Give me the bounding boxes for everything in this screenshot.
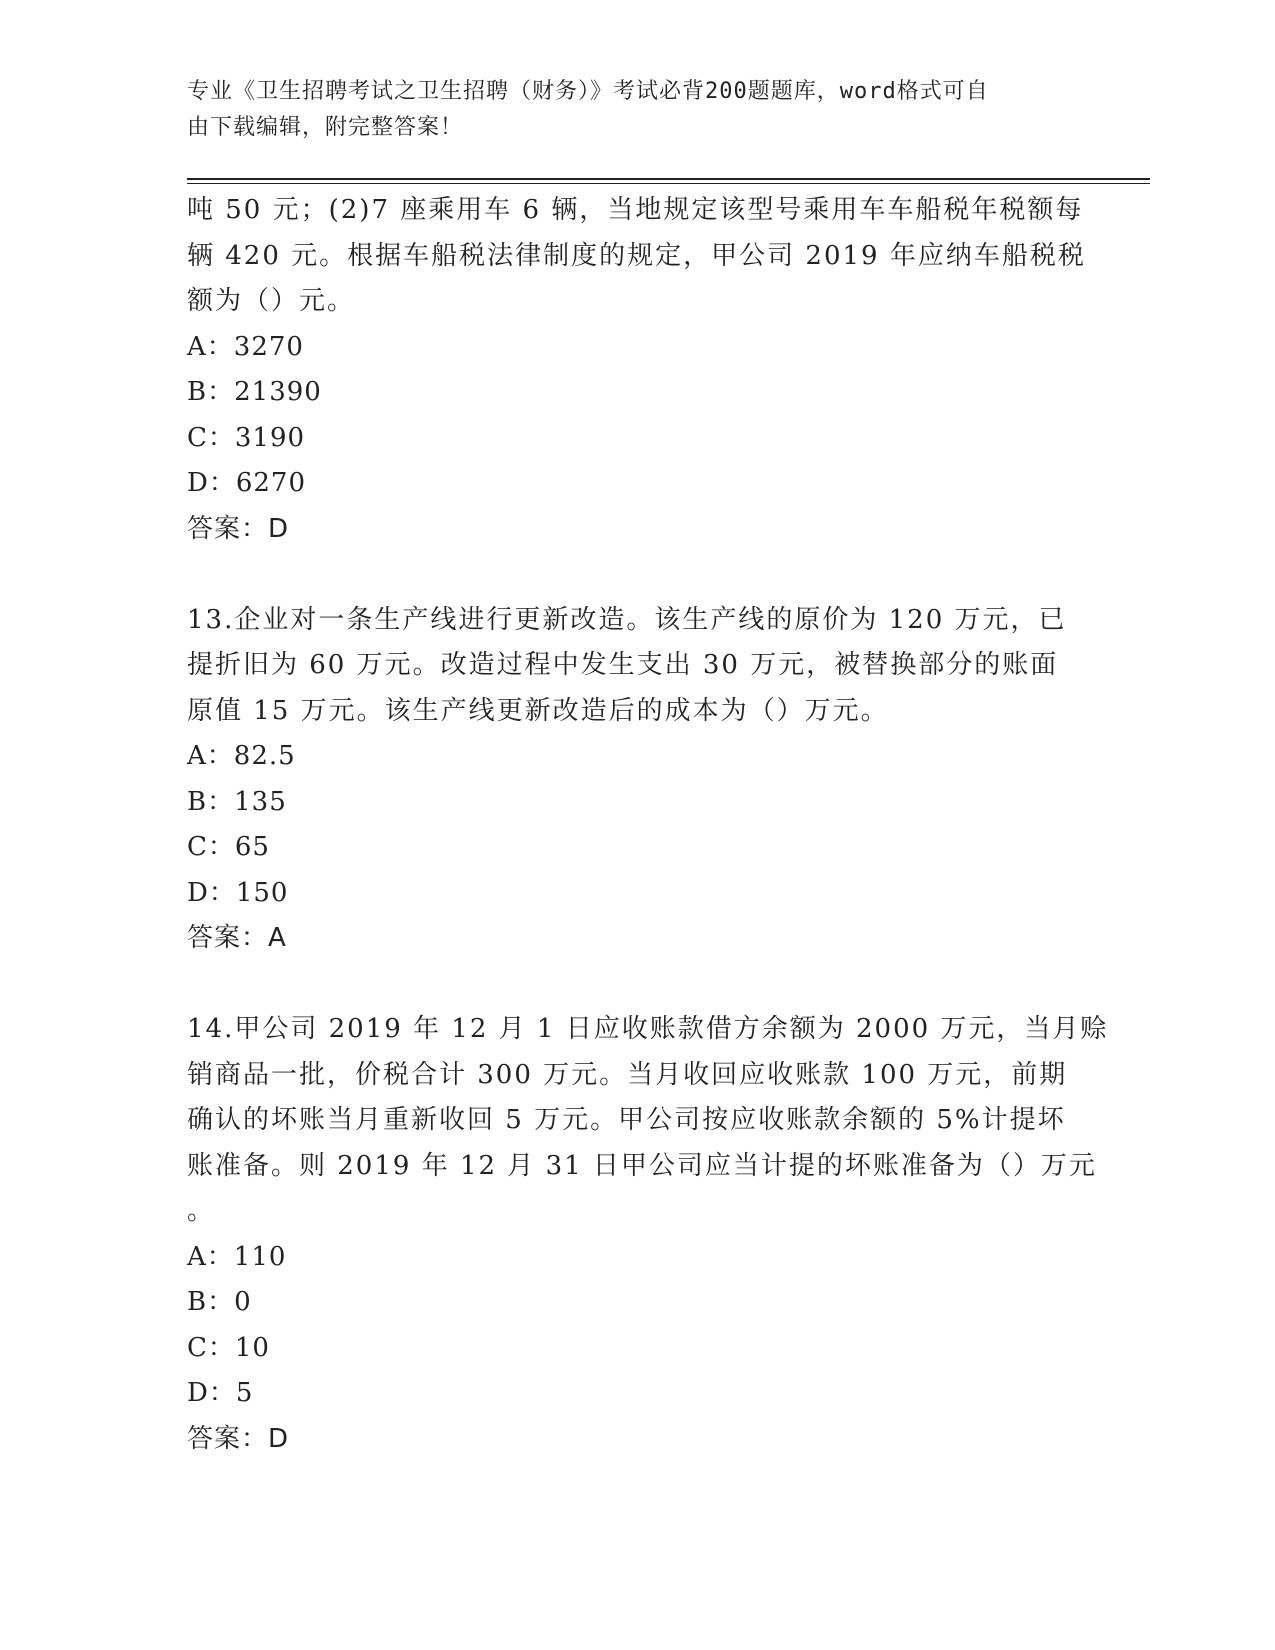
header-line-1: 专业《卫生招聘考试之卫生招聘（财务）》考试必背200题题库，word格式可自 [187, 79, 989, 104]
question-text-line: 辆 420 元。根据车船税法律制度的规定，甲公司 2019 年应纳车船税税 [187, 240, 1086, 271]
answer-line: 答案：D [187, 1423, 290, 1454]
question-text-line: 吨 50 元；(2)7 座乘用车 6 辆，当地规定该型号乘用车车船税年税额每 [187, 195, 1084, 225]
answer-line: 答案：A [187, 923, 287, 953]
header-line-2: 由下载编辑，附完整答案！ [187, 115, 464, 140]
question-text-line: 确认的坏账当月重新收回 5 万元。甲公司按应收账款余额的 5%计提坏 [187, 1105, 1066, 1135]
option-b: B：21390 [187, 377, 322, 407]
header-rule-thin [187, 183, 1150, 184]
option-c: C：65 [187, 832, 270, 862]
option-d: D：6270 [187, 468, 307, 498]
option-a: A：3270 [187, 331, 304, 362]
question-text-line: 提折旧为 60 万元。改造过程中发生支出 30 万元，被替换部分的账面 [187, 650, 1059, 680]
question-content [187, 188, 1109, 1462]
option-a: A：82.5 [187, 741, 296, 771]
question-text-line: 销商品一批，价税合计 300 万元。当月收回应收账款 100 万元，前期 [187, 1059, 1068, 1090]
option-a: A：110 [187, 1241, 287, 1272]
question-text-line: 。 [187, 1196, 216, 1226]
option-d: D：150 [187, 877, 289, 908]
spacer [187, 962, 1067, 1008]
question-text-line: 账准备。则 2019 年 12 月 31 日甲公司应当计提的坏账准备为（）万元 [187, 1150, 1097, 1181]
header-rule-thick [187, 178, 1150, 180]
question-14 [187, 1007, 1109, 1462]
option-c: C：3190 [187, 422, 306, 453]
question-text-line: 额为（）元。 [187, 286, 356, 316]
question-13 [187, 598, 1067, 962]
question-text-line: 13.企业对一条生产线进行更新改造。该生产线的原价为 120 万元，已 [187, 604, 1067, 635]
document-header [187, 74, 1067, 146]
option-b: B：0 [187, 1287, 252, 1317]
answer-line: 答案：D [187, 513, 290, 544]
option-d: D：5 [187, 1378, 254, 1408]
question-continuation [187, 188, 1086, 552]
option-c: C：10 [187, 1332, 270, 1363]
question-text-line: 原值 15 万元。该生产线更新改造后的成本为（）万元。 [187, 695, 889, 726]
question-text-line: 14.甲公司 2019 年 12 月 1 日应收账款借方余额为 2000 万元，当月赊 [187, 1014, 1109, 1044]
spacer [187, 552, 1067, 598]
option-b: B：135 [187, 786, 287, 817]
